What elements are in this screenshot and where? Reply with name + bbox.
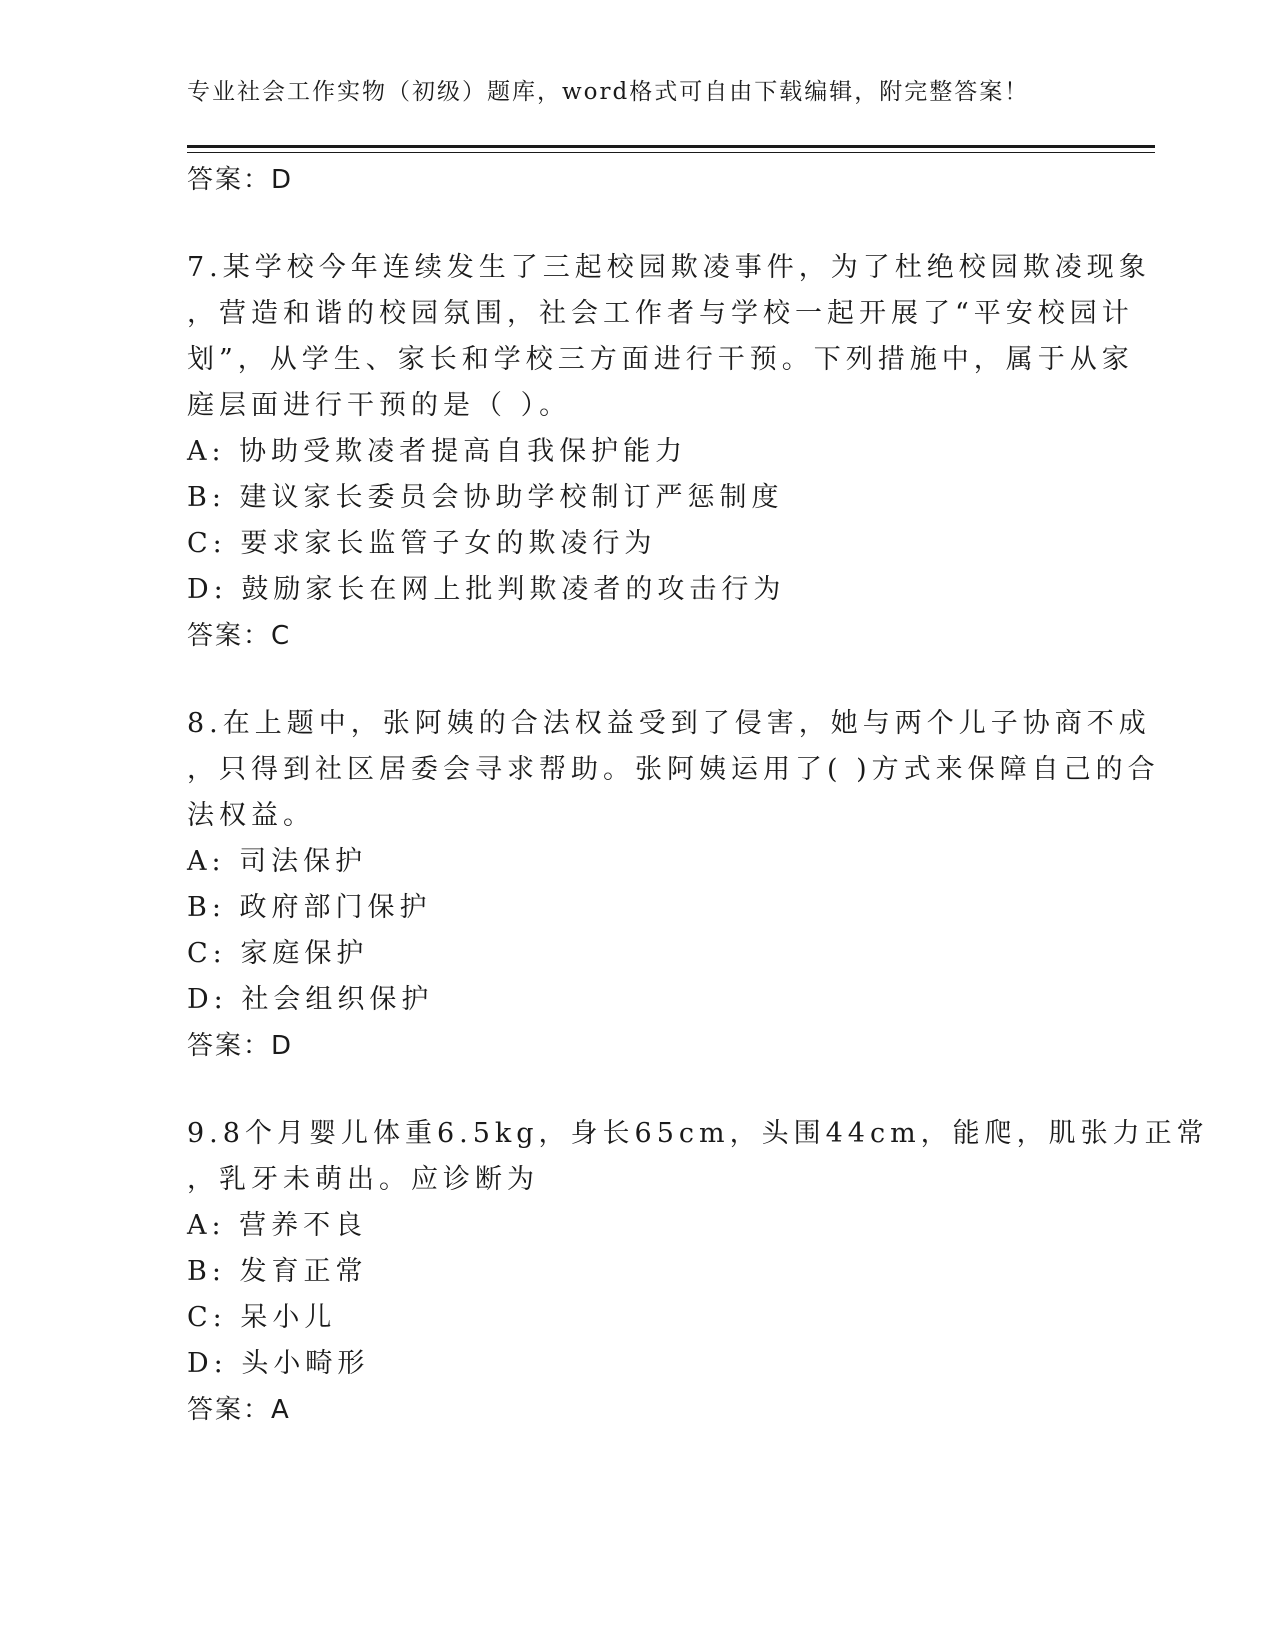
option-b: B: 政府部门保护 <box>187 892 432 923</box>
question-8 <box>187 701 1160 1069</box>
spacer <box>187 659 1117 701</box>
spacer <box>187 203 1117 245</box>
question-9 <box>187 1111 1209 1433</box>
option-a: A: 营养不良 <box>187 1210 368 1241</box>
option-d: D: 头小畸形 <box>187 1348 370 1379</box>
previous-answer: 答案：D <box>187 165 294 195</box>
question-text-line: 7.某学校今年连续发生了三起校园欺凌事件，为了杜绝校园欺凌现象 <box>187 252 1151 283</box>
header-rule-thin <box>187 152 1155 153</box>
question-text-line: 划”，从学生、家长和学校三方面进行干预。下列措施中，属于从家 <box>187 344 1134 375</box>
option-b: B: 建议家长委员会协助学校制订严惩制度 <box>187 482 784 513</box>
question-text-line: ，乳牙未萌出。应诊断为 <box>187 1164 539 1195</box>
option-d: D: 鼓励家长在网上批判欺凌者的攻击行为 <box>187 574 786 605</box>
option-a: A: 司法保护 <box>187 846 368 877</box>
answer: 答案：A <box>187 1395 291 1425</box>
question-text-line: ，营造和谐的校园氛围，社会工作者与学校一起开展了“平安校园计 <box>187 298 1134 329</box>
option-b: B: 发育正常 <box>187 1256 368 1287</box>
question-content <box>187 157 1209 1433</box>
question-text-line: 8.在上题中，张阿姨的合法权益受到了侵害，她与两个儿子协商不成 <box>187 708 1151 739</box>
question-text-line: 法权益。 <box>187 800 315 831</box>
option-a: A: 协助受欺凌者提高自我保护能力 <box>187 436 688 467</box>
page-header: 专业社会工作实物（初级）题库，word格式可自由下载编辑，附完整答案！ <box>187 79 1030 105</box>
question-text-line: 庭层面进行干预的是（ ）。 <box>187 390 572 421</box>
question-text-line: ，只得到社区居委会寻求帮助。张阿姨运用了( )方式来保障自己的合 <box>187 754 1160 785</box>
answer: 答案：C <box>187 621 292 651</box>
header-rule-thick <box>187 145 1155 148</box>
option-d: D: 社会组织保护 <box>187 984 434 1015</box>
spacer <box>187 1069 1117 1111</box>
answer: 答案：D <box>187 1031 294 1061</box>
question-7 <box>187 245 1151 659</box>
option-c: C: 呆小儿 <box>187 1302 337 1333</box>
option-c: C: 家庭保护 <box>187 938 369 969</box>
option-c: C: 要求家长监管子女的欺凌行为 <box>187 528 657 559</box>
question-text-line: 9.8个月婴儿体重6.5kg，身长65cm，头围44cm，能爬，肌张力正常 <box>187 1118 1209 1149</box>
